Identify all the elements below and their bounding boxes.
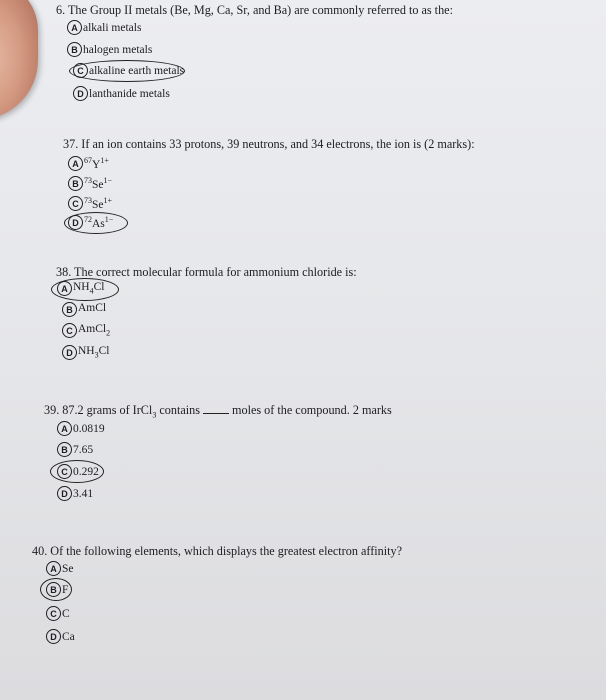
q36-option-c[interactable] (73, 63, 184, 78)
q40-option-a-text: Se (62, 562, 74, 575)
isotope-formula (84, 176, 112, 191)
q39-option-d[interactable] (57, 486, 93, 501)
q39-option-c-text: 0.292 (73, 465, 99, 478)
option-d-circle-icon: D (62, 345, 77, 360)
option-d-circle-icon: D (46, 629, 61, 644)
q38-option-d[interactable] (62, 345, 110, 360)
thumb (0, 0, 38, 120)
q37-option-a[interactable] (68, 156, 109, 171)
question-37-stem: 37. If an ion contains 33 protons, 39 neutrons, and 34 electrons, the ion is (2 marks): (63, 137, 475, 151)
q36-option-c-text: alkaline earth metals (89, 64, 185, 77)
mass-number: 73 (84, 196, 92, 206)
option-b-circle-icon: B (68, 176, 83, 191)
option-c-circle-icon: C (68, 196, 83, 211)
question-40-stem: 40. Of the following elements, which displays the greatest electron affinity? (32, 544, 403, 558)
mass-number: 72 (84, 215, 92, 225)
isotope-formula (84, 215, 113, 230)
ion-charge: 1+ (100, 156, 109, 166)
formula-part: AmCl (78, 302, 107, 315)
formula (78, 345, 110, 359)
element-symbol: Se (92, 178, 104, 191)
question-36-text: The Group II metals (Be, Mg, Ca, Sr, and Ba) are commonly referred to as the: (67, 3, 453, 17)
option-d-circle-icon: D (68, 215, 83, 230)
question-39-stem (44, 403, 392, 422)
option-a-circle-icon: A (57, 281, 72, 296)
ion-charge: 1− (104, 215, 114, 225)
formula-part: AmCl (78, 323, 107, 336)
formula-part: Cl (93, 281, 105, 294)
q38-option-b[interactable] (62, 302, 106, 317)
q39-option-a-text: 0.0819 (73, 422, 105, 435)
formula-subscript: 4 (89, 286, 94, 296)
answer-blank (203, 413, 229, 414)
q37-option-c[interactable] (68, 196, 112, 211)
isotope-formula (84, 196, 112, 211)
q39-option-c[interactable] (57, 464, 99, 479)
element-symbol: Se (92, 198, 104, 211)
option-b-circle-icon: B (62, 302, 77, 317)
option-c-circle-icon: C (62, 323, 77, 338)
formula-subscript: 2 (106, 328, 111, 338)
option-a-circle-icon: A (67, 20, 82, 35)
element-symbol: As (92, 217, 105, 230)
question-36-stem (56, 3, 453, 17)
q39-option-d-text: 3.41 (73, 487, 94, 500)
formula-part: NH (78, 345, 95, 358)
q40-option-b-text: F (62, 583, 69, 596)
option-a-circle-icon: A (46, 561, 61, 576)
option-a-circle-icon: A (68, 156, 83, 171)
mass-number: 73 (84, 176, 92, 186)
isotope-formula (84, 156, 109, 171)
option-c-circle-icon: C (46, 606, 61, 621)
ion-charge: 1+ (103, 196, 113, 206)
formula (78, 302, 106, 316)
question-36-number: 6. (56, 3, 66, 17)
q36-option-b[interactable] (67, 42, 152, 57)
formula-part: Cl (98, 345, 110, 358)
q40-option-c-text: C (62, 607, 70, 620)
element-symbol: Y (92, 158, 101, 171)
option-b-circle-icon: B (46, 582, 61, 597)
q36-option-d[interactable] (73, 86, 170, 101)
q38-option-a[interactable] (57, 281, 105, 296)
formula (78, 323, 110, 337)
option-b-circle-icon: B (67, 42, 82, 57)
q39-option-b[interactable] (57, 442, 93, 457)
formula-subscript: 3 (94, 350, 99, 360)
q37-option-d[interactable] (68, 215, 113, 230)
option-c-circle-icon: C (73, 63, 88, 78)
question-39-text-b: contains (156, 403, 200, 417)
option-d-circle-icon: D (73, 86, 88, 101)
q37-option-b[interactable] (68, 176, 112, 191)
ion-charge: 1− (103, 176, 113, 186)
formula (73, 281, 105, 295)
q36-option-d-text: lanthanide metals (89, 87, 170, 100)
q39-option-a[interactable] (57, 421, 105, 436)
q36-option-b-text: halogen metals (83, 43, 153, 56)
q40-option-d-text: Ca (62, 630, 75, 643)
q40-option-c[interactable] (46, 606, 70, 621)
formula-part: NH (73, 281, 90, 294)
mass-number: 67 (84, 156, 92, 166)
option-c-circle-icon: C (57, 464, 72, 479)
question-39-text-c: moles of the compound. 2 marks (232, 403, 392, 417)
q40-option-a[interactable] (46, 561, 74, 576)
option-a-circle-icon: A (57, 421, 72, 436)
q38-option-c[interactable] (62, 323, 110, 338)
q36-option-a[interactable] (67, 20, 141, 35)
q39-option-b-text: 7.65 (73, 443, 94, 456)
q40-option-b[interactable] (46, 582, 68, 597)
q40-option-d[interactable] (46, 629, 75, 644)
question-38-stem: 38. The correct molecular formula for ammonium chloride is: (56, 265, 357, 279)
formula-subscript: 3 (152, 410, 157, 420)
option-d-circle-icon: D (57, 486, 72, 501)
q36-option-a-text: alkali metals (83, 21, 142, 34)
option-b-circle-icon: B (57, 442, 72, 457)
question-39-text-a: 39. 87.2 grams of IrCl (44, 403, 153, 417)
